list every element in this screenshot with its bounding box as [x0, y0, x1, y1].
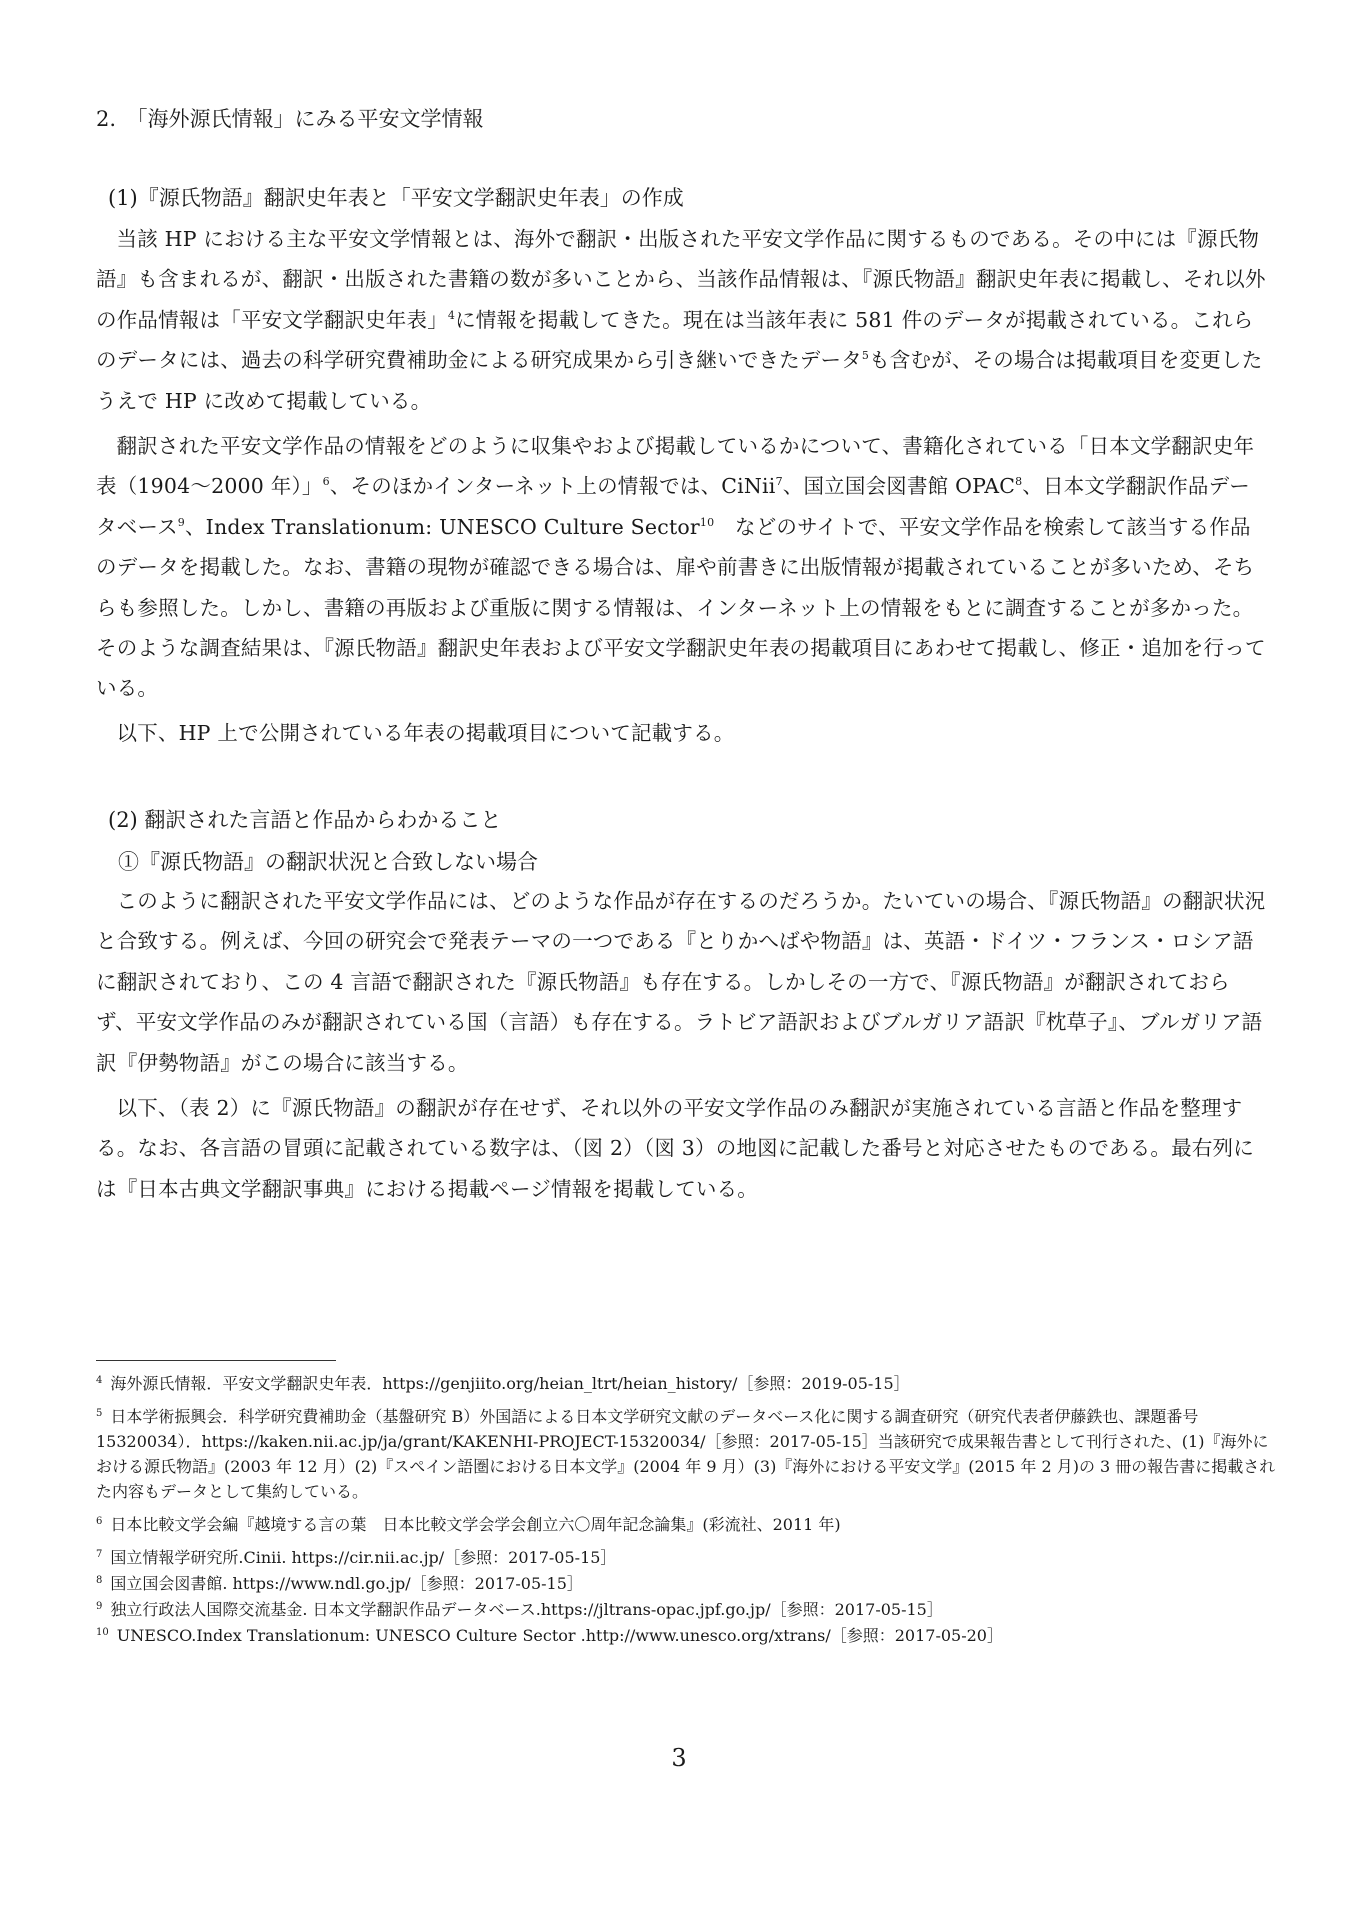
- footnote-ref-10: 10: [699, 515, 715, 529]
- footnote-number: 8: [96, 1574, 103, 1586]
- section-title: 2. 「海外源氏情報」にみる平安文学情報: [96, 107, 484, 131]
- footnote-number: 7: [96, 1548, 103, 1560]
- subsection-heading-1: (1)『源氏物語』翻訳史年表と「平安文学翻訳史年表」の作成: [108, 186, 684, 210]
- footnote-text: 国立情報学研究所.Cinii. https://cir.nii.ac.jp/［参照：2017-05-15］: [110, 1548, 617, 1567]
- footnote-text: 海外源氏情報．平安文学翻訳史年表．https://genjiito.org/heian_ltrt/heian_history/［参照：2019-05-15］: [110, 1374, 910, 1393]
- footnote-4: [96, 1371, 1276, 1396]
- paragraph-2-text-c: 、国立国会図書館 OPAC: [782, 474, 1016, 499]
- footnote-text: 国立国会図書館. https://www.ndl.go.jp/［参照：2017-05-15］: [110, 1574, 583, 1593]
- footnote-6: [96, 1512, 1276, 1537]
- footnote-10: [96, 1623, 1276, 1648]
- footnote-text: 日本比較文学会編『越境する言の葉 日本比較文学会学会創立六〇周年記念論集』(彩流社、2011 年): [110, 1515, 841, 1534]
- paragraph-1: [96, 219, 1266, 421]
- paragraph-2-text-e: 、Index Translationum: UNESCO Culture Sector: [184, 514, 700, 539]
- footnote-number: 9: [96, 1600, 103, 1612]
- footnote-number: 6: [96, 1515, 103, 1527]
- footnote-ref-8: 8: [1015, 475, 1023, 489]
- paragraph-2-text-f: などのサイトで、平安文学作品を検索して該当する作品のデータを掲載した。なお、書籍の現物が確認できる場合は、扉や前書きに出版情報が掲載されていることが多いため、そちらも参照した。しかし、書籍の再版および重版に関する情報は、インターネット上の情報をもとに調査することが多かった。そのような調査結果は、『源氏物語』翻訳史年表および平安文学翻訳史年表の掲載項目にあわせて掲載し、修正・追加を行っている。: [96, 514, 1266, 701]
- footnote-5: [96, 1404, 1276, 1504]
- paragraph-2-text-d: 、日本文学翻訳作品データベース: [96, 474, 1250, 539]
- footnote-text: UNESCO.Index Translationum: UNESCO Culture Sector .http://www.unesco.org/xtrans/［参照：2017-05-20］: [116, 1626, 1003, 1645]
- footnote-number: 10: [96, 1626, 109, 1638]
- footnote-9: [96, 1597, 1276, 1622]
- paragraph-5: 以下、（表 2）に『源氏物語』の翻訳が存在せず、それ以外の平安文学作品のみ翻訳が実施されている言語と作品を整理する。なお、各言語の冒頭に記載されている数字は、（図 2）（図 3）の地図に記載した番号と対応させたものである。最右列には『日本古典文学翻訳事典』における掲載ページ情報を掲載している。: [96, 1096, 1254, 1201]
- paragraph-1-text-a: 当該 HP における主な平安文学情報とは、海外で翻訳・出版された平安文学作品に関するものである。その中には『源氏物語』も含まれるが、翻訳・出版された書籍の数が多いことから、当該作品情報は、『源氏物語』翻訳史年表に掲載し、それ以外の作品情報は「平安文学翻訳史年表」: [96, 227, 1266, 332]
- paragraph-1-text-c: も含むが、その場合は掲載項目を変更したうえで HP に改めて掲載している。: [96, 348, 1263, 413]
- footnote-divider: [96, 1360, 336, 1361]
- footnote-number: 4: [96, 1374, 103, 1386]
- footnote-text: 日本学術振興会．科学研究費補助金（基盤研究 B）外国語による日本文学研究文献のデータベース化に関する調査研究（研究代表者伊藤鉄也、課題番号 15320034）．https://kaken.nii.ac.jp/ja/grant/KAKENHI-PROJECT-15320034/［参照：2017-05-15］当該研究で成果報告書として刊行された、(1)『海外における源氏物語』(2003 年 12 月）(2)『スペイン語圏における日本文学』(2004 年 9 月）(3)『海外における平安文学』(2015 年 2 月)の 3 冊の報告書に掲載された内容もデータとして集約している。: [96, 1407, 1276, 1501]
- paragraph-2-text-b: 、そのほかインターネット上の情報では、CiNii: [329, 474, 776, 499]
- paragraph-2-text-a: 翻訳された平安文学作品の情報をどのように収集やおよび掲載しているかについて、書籍化されている「日本文学翻訳史年表（1904～2000 年）」: [96, 434, 1255, 499]
- subsection-heading-2: (2) 翻訳された言語と作品からわかること: [108, 808, 502, 832]
- footnote-ref-9: 9: [177, 515, 185, 529]
- footnote-ref-6: 6: [322, 475, 330, 489]
- paragraph-2: [96, 426, 1266, 709]
- footnotes-list: [96, 1371, 1276, 1649]
- footnote-8: [96, 1571, 1276, 1596]
- footnote-text: 独立行政法人国際交流基金. 日本文学翻訳作品データベース.https://jltrans-opac.jpf.go.jp/［参照：2017-05-15］: [110, 1600, 943, 1619]
- paragraph-4: このように翻訳された平安文学作品には、どのような作品が存在するのだろうか。たいていの場合、『源氏物語』の翻訳状況と合致する。例えば、今回の研究会で発表テーマの一つである『とりかへばや物語』は、英語・ドイツ・フランス・ロシア語に翻訳されており、この 4 言語で翻訳された『源氏物語』も存在する。しかしその一方で、『源氏物語』が翻訳されておらず、平安文学作品のみが翻訳されている国（言語）も存在する。ラトビア語訳およびブルガリア語訳『枕草子』、ブルガリア語訳『伊勢物語』がこの場合に該当する。: [96, 889, 1266, 1075]
- footnote-7: [96, 1545, 1276, 1570]
- paragraph-3: 以下、HP 上で公開されている年表の掲載項目について記載する。: [116, 721, 735, 745]
- subsubsection-heading: ①『源氏物語』の翻訳状況と合致しない場合: [118, 850, 538, 874]
- footnote-ref-4: 4: [447, 308, 456, 322]
- paragraph-1-text-b: に情報を掲載してきた。現在は当該年表に 581 件のデータが掲載されている。これらのデータには、過去の科学研究費補助金による研究成果から引き継いできたデータ: [96, 307, 1254, 373]
- footnote-ref-5: 5: [861, 349, 870, 363]
- footnote-number: 5: [96, 1407, 103, 1419]
- page-number: 3: [671, 1744, 687, 1772]
- footnote-ref-7: 7: [775, 475, 783, 489]
